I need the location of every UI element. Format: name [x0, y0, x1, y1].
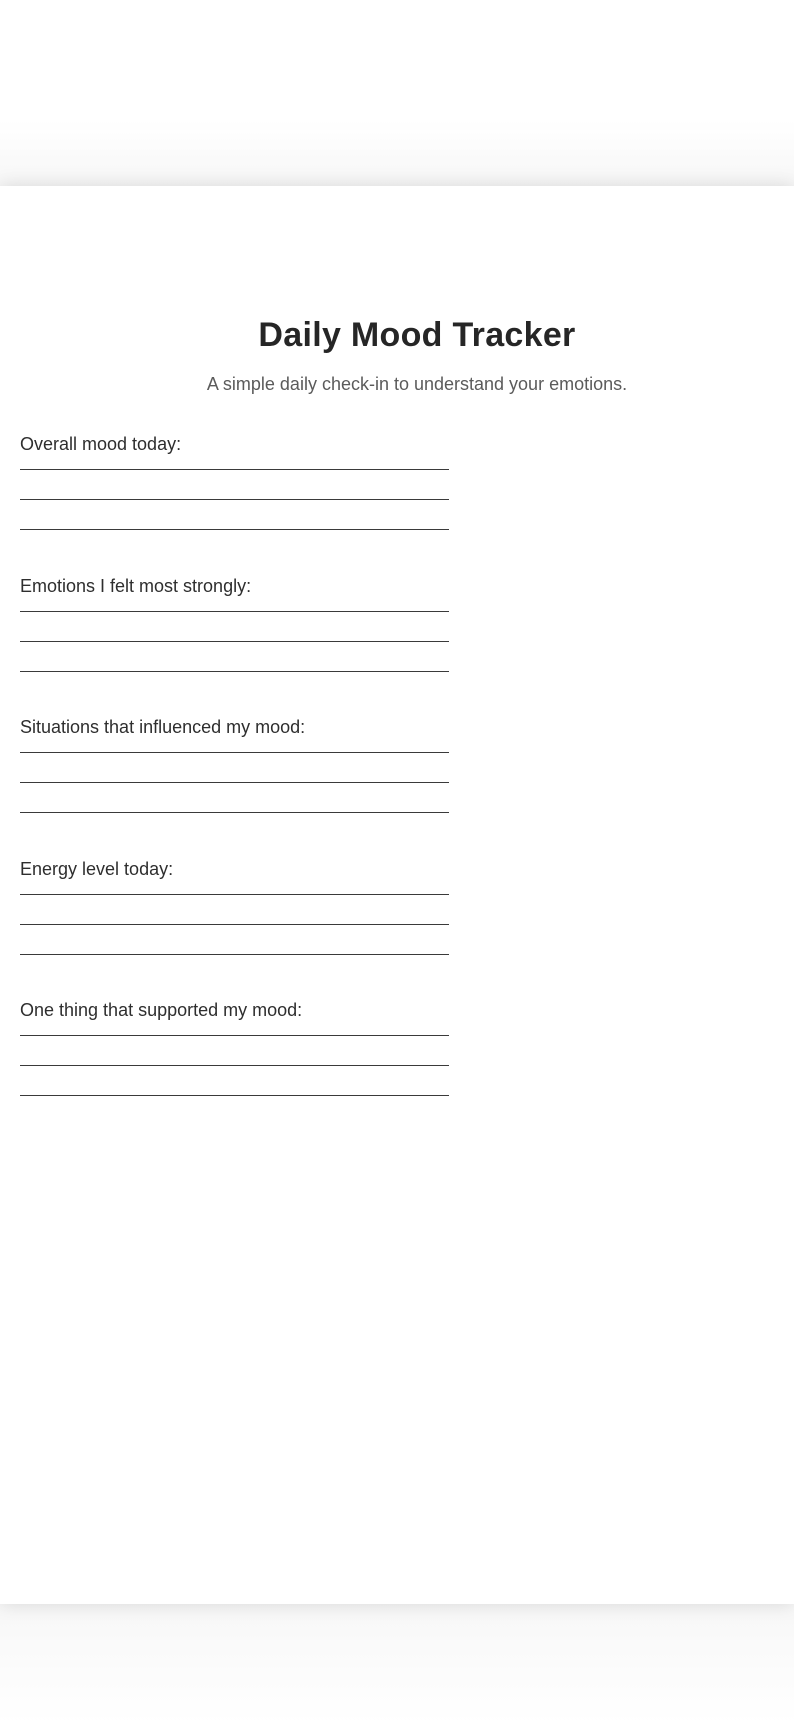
- section-label: Energy level today:: [20, 858, 174, 879]
- section-label: Overall mood today:: [20, 434, 182, 454]
- write-in-line[interactable]: [20, 752, 449, 753]
- write-in-line[interactable]: [20, 469, 449, 470]
- write-in-line[interactable]: [20, 671, 449, 672]
- section-emotions: [20, 574, 460, 716]
- section-label: Emotions I felt most strongly:: [20, 575, 252, 596]
- page-subtitle: A simple daily check-in to understand your emotions.: [206, 374, 628, 394]
- write-in-line[interactable]: [20, 1035, 449, 1036]
- write-in-line[interactable]: [20, 954, 449, 955]
- section-situations: [20, 715, 460, 857]
- write-in-line[interactable]: [20, 641, 449, 642]
- write-in-line[interactable]: [20, 894, 449, 895]
- write-in-line[interactable]: [20, 499, 449, 500]
- write-in-line[interactable]: [20, 529, 449, 530]
- write-in-line[interactable]: [20, 812, 449, 813]
- section-energy-level: [20, 857, 460, 999]
- write-in-line[interactable]: [20, 1095, 449, 1096]
- write-in-line[interactable]: [20, 782, 449, 783]
- write-in-line[interactable]: [20, 611, 449, 612]
- write-in-line[interactable]: [20, 1065, 449, 1066]
- write-in-line[interactable]: [20, 924, 449, 925]
- section-label: Situations that influenced my mood:: [20, 717, 306, 737]
- section-label: One thing that supported my mood:: [20, 1000, 303, 1020]
- tracker-sections: [20, 432, 460, 1140]
- page-title: Daily Mood Tracker: [258, 316, 576, 354]
- section-overall-mood: [20, 432, 460, 574]
- section-supported-mood: [20, 998, 460, 1140]
